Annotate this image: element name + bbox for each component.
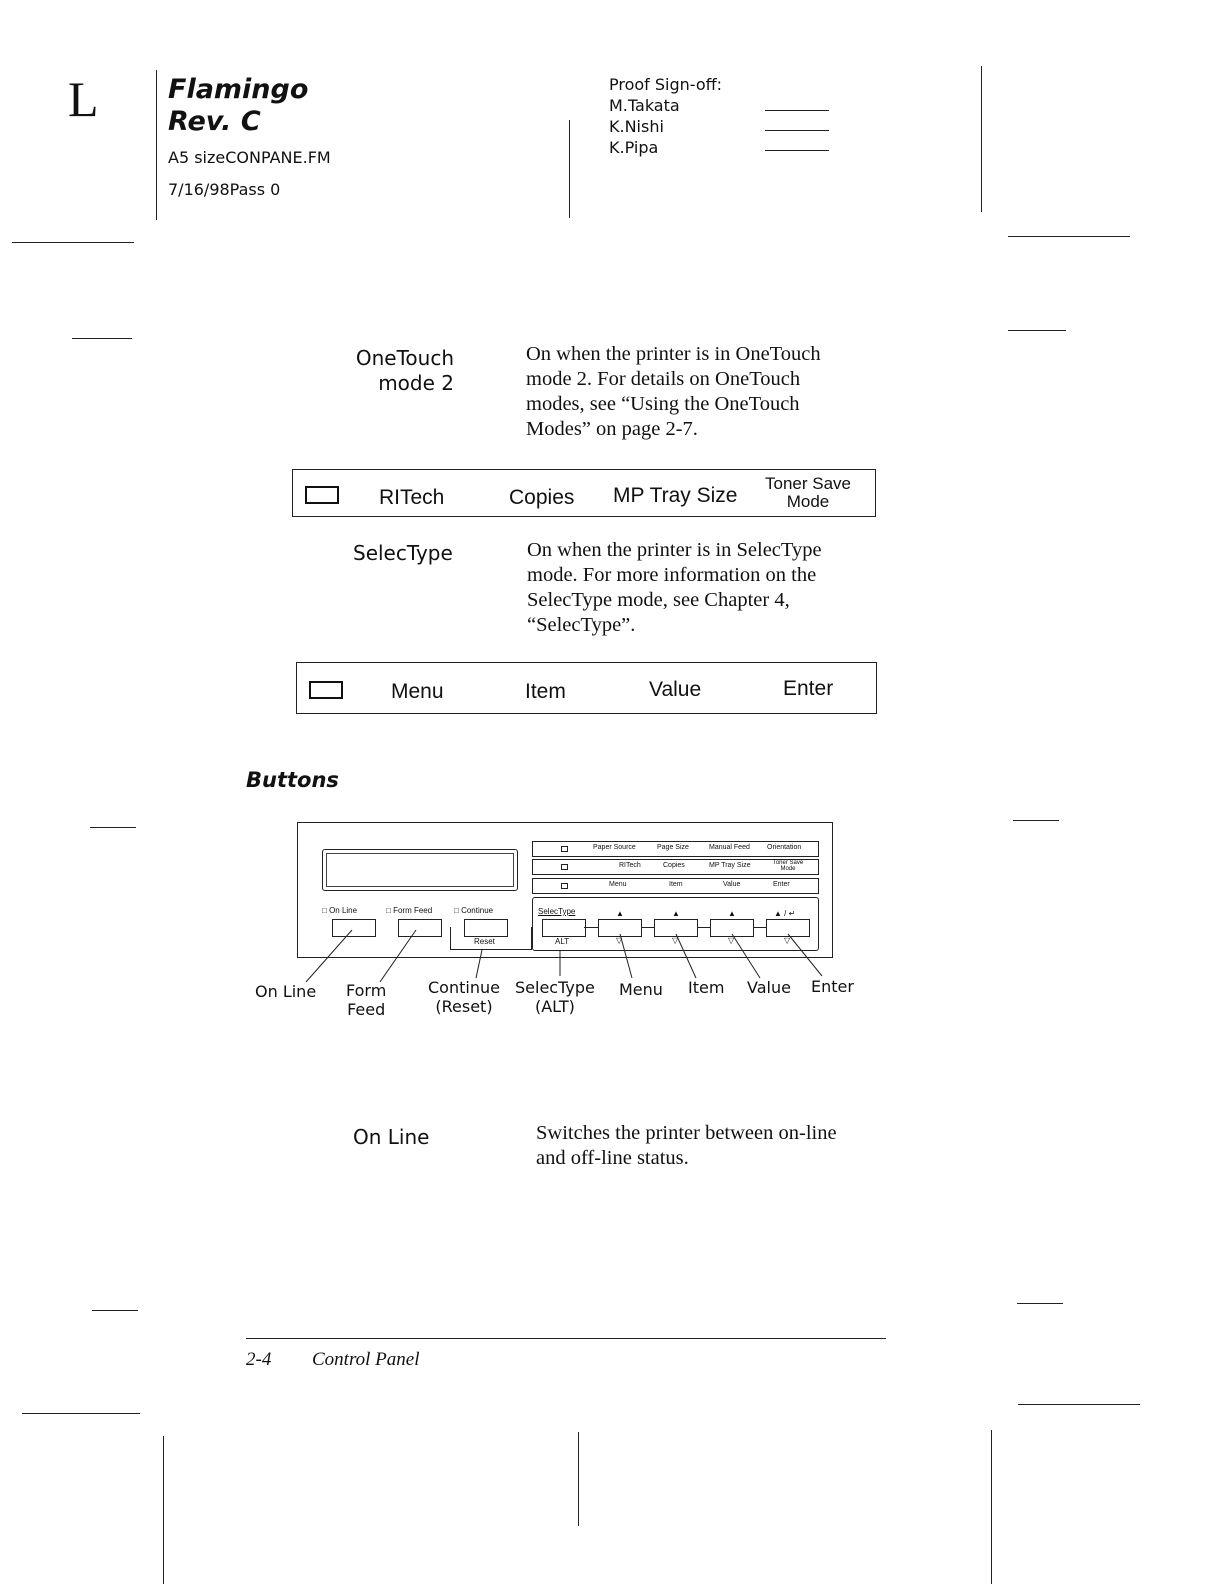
strip-label-mp-tray-size: MP Tray Size — [613, 484, 738, 507]
section-title-buttons: Buttons — [246, 768, 339, 792]
description-line: SelecType mode, see Chapter 4, — [527, 589, 790, 611]
document-revision: Rev. C — [168, 106, 261, 137]
callout-line: SelecType — [515, 978, 595, 997]
panel-label: Form Feed — [393, 906, 433, 915]
callout-continue-reset — [428, 978, 500, 1016]
signer-3: K.Pipa — [609, 138, 659, 157]
callout-line: Continue — [428, 978, 500, 997]
footer-page-number: 2-4 — [246, 1349, 272, 1370]
description-line: “SelecType”. — [527, 614, 636, 636]
enter-arrow-icon: ▲ / ↵ — [774, 909, 796, 918]
date-pass: 7/16/98Pass 0 — [168, 180, 281, 199]
panel-label: Copies — [663, 862, 685, 869]
callout-line: (ALT) — [534, 997, 575, 1016]
description-line: modes, see “Using the OneTouch — [526, 393, 800, 415]
description-line: On when the printer is in SelecType — [527, 539, 822, 561]
panel-label: Page Size — [657, 844, 689, 851]
panel-label: Value — [723, 881, 741, 888]
signer-1: M.Takata — [609, 96, 680, 115]
down-arrow-icon: ▽ — [728, 936, 735, 945]
panel-label: ALT — [555, 937, 570, 946]
panel-label: Menu — [609, 881, 627, 888]
panel-label: SelecType — [538, 907, 576, 916]
callout-item: Item — [688, 978, 725, 997]
panel-label: Orientation — [767, 844, 802, 851]
callout-selectype-alt — [515, 978, 595, 1016]
callout-form-feed — [346, 981, 386, 1019]
description-line: Switches the printer between on-line — [536, 1122, 837, 1144]
description-on-line — [536, 1121, 886, 1171]
toner-line: Toner Save — [765, 474, 851, 493]
up-arrow-icon: ▲ — [728, 909, 736, 918]
panel-label: Paper Source — [593, 844, 636, 851]
term-line: mode 2 — [378, 371, 454, 395]
callout-value: Value — [747, 978, 791, 997]
panel-label: Manual Feed — [709, 844, 750, 851]
proof-label: Proof Sign-off: — [609, 75, 723, 94]
strip-label-ritech: RITech — [379, 486, 445, 509]
strip-label-menu: Menu — [391, 680, 444, 703]
toner-line: Mode — [786, 492, 830, 511]
callout-menu: Menu — [619, 980, 663, 999]
panel-led-label-form-feed: □ Form Feed — [386, 906, 433, 915]
down-arrow-icon: ▽ — [784, 936, 791, 945]
callout-line: Feed — [347, 1000, 386, 1019]
description-line: mode 2. For details on OneTouch — [526, 368, 801, 390]
description-line: and off-line status. — [536, 1147, 689, 1169]
callout-on-line: On Line — [255, 982, 317, 1001]
term-on-line: On Line — [353, 1125, 430, 1149]
panel-label: MP Tray Size — [709, 862, 751, 869]
panel-label: Item — [669, 881, 683, 888]
callout-line: Form — [346, 981, 387, 1000]
strip-label-copies: Copies — [509, 486, 575, 509]
description-line: mode. For more information on the — [527, 564, 817, 586]
down-arrow-icon: ▽ — [616, 936, 623, 945]
file-name: A5 sizeCONPANE.FM — [168, 148, 331, 167]
panel-label: Reset — [474, 937, 495, 946]
corner-letter: L — [68, 71, 99, 127]
panel-label: RITech — [619, 862, 641, 869]
footer-rule — [246, 1338, 886, 1339]
callout-enter: Enter — [811, 977, 854, 996]
strip-label-item: Item — [525, 680, 566, 703]
up-arrow-icon: ▲ — [616, 909, 624, 918]
description-line: On when the printer is in OneTouch — [526, 343, 821, 365]
document-title: Flamingo — [168, 74, 309, 105]
panel-label: Enter — [773, 881, 790, 888]
panel-led-label-continue: □ Continue — [454, 906, 494, 915]
panel-label: Continue — [461, 906, 494, 915]
down-arrow-icon: ▽ — [672, 936, 679, 945]
panel-label: On Line — [329, 906, 358, 915]
panel-led-label-on-line: □ On Line — [322, 906, 358, 915]
up-arrow-icon: ▲ — [672, 909, 680, 918]
strip-label-enter: Enter — [783, 677, 834, 700]
strip-label-value: Value — [649, 678, 702, 701]
panel-label: Toner Save Mode — [772, 860, 804, 872]
footer-chapter-title: Control Panel — [312, 1349, 420, 1370]
description-line: Modes” on page 2-7. — [526, 418, 698, 440]
signer-2: K.Nishi — [609, 117, 664, 136]
term-selectype: SelecType — [353, 541, 453, 565]
callout-line: (Reset) — [435, 997, 493, 1016]
term-line: OneTouch — [355, 346, 454, 370]
